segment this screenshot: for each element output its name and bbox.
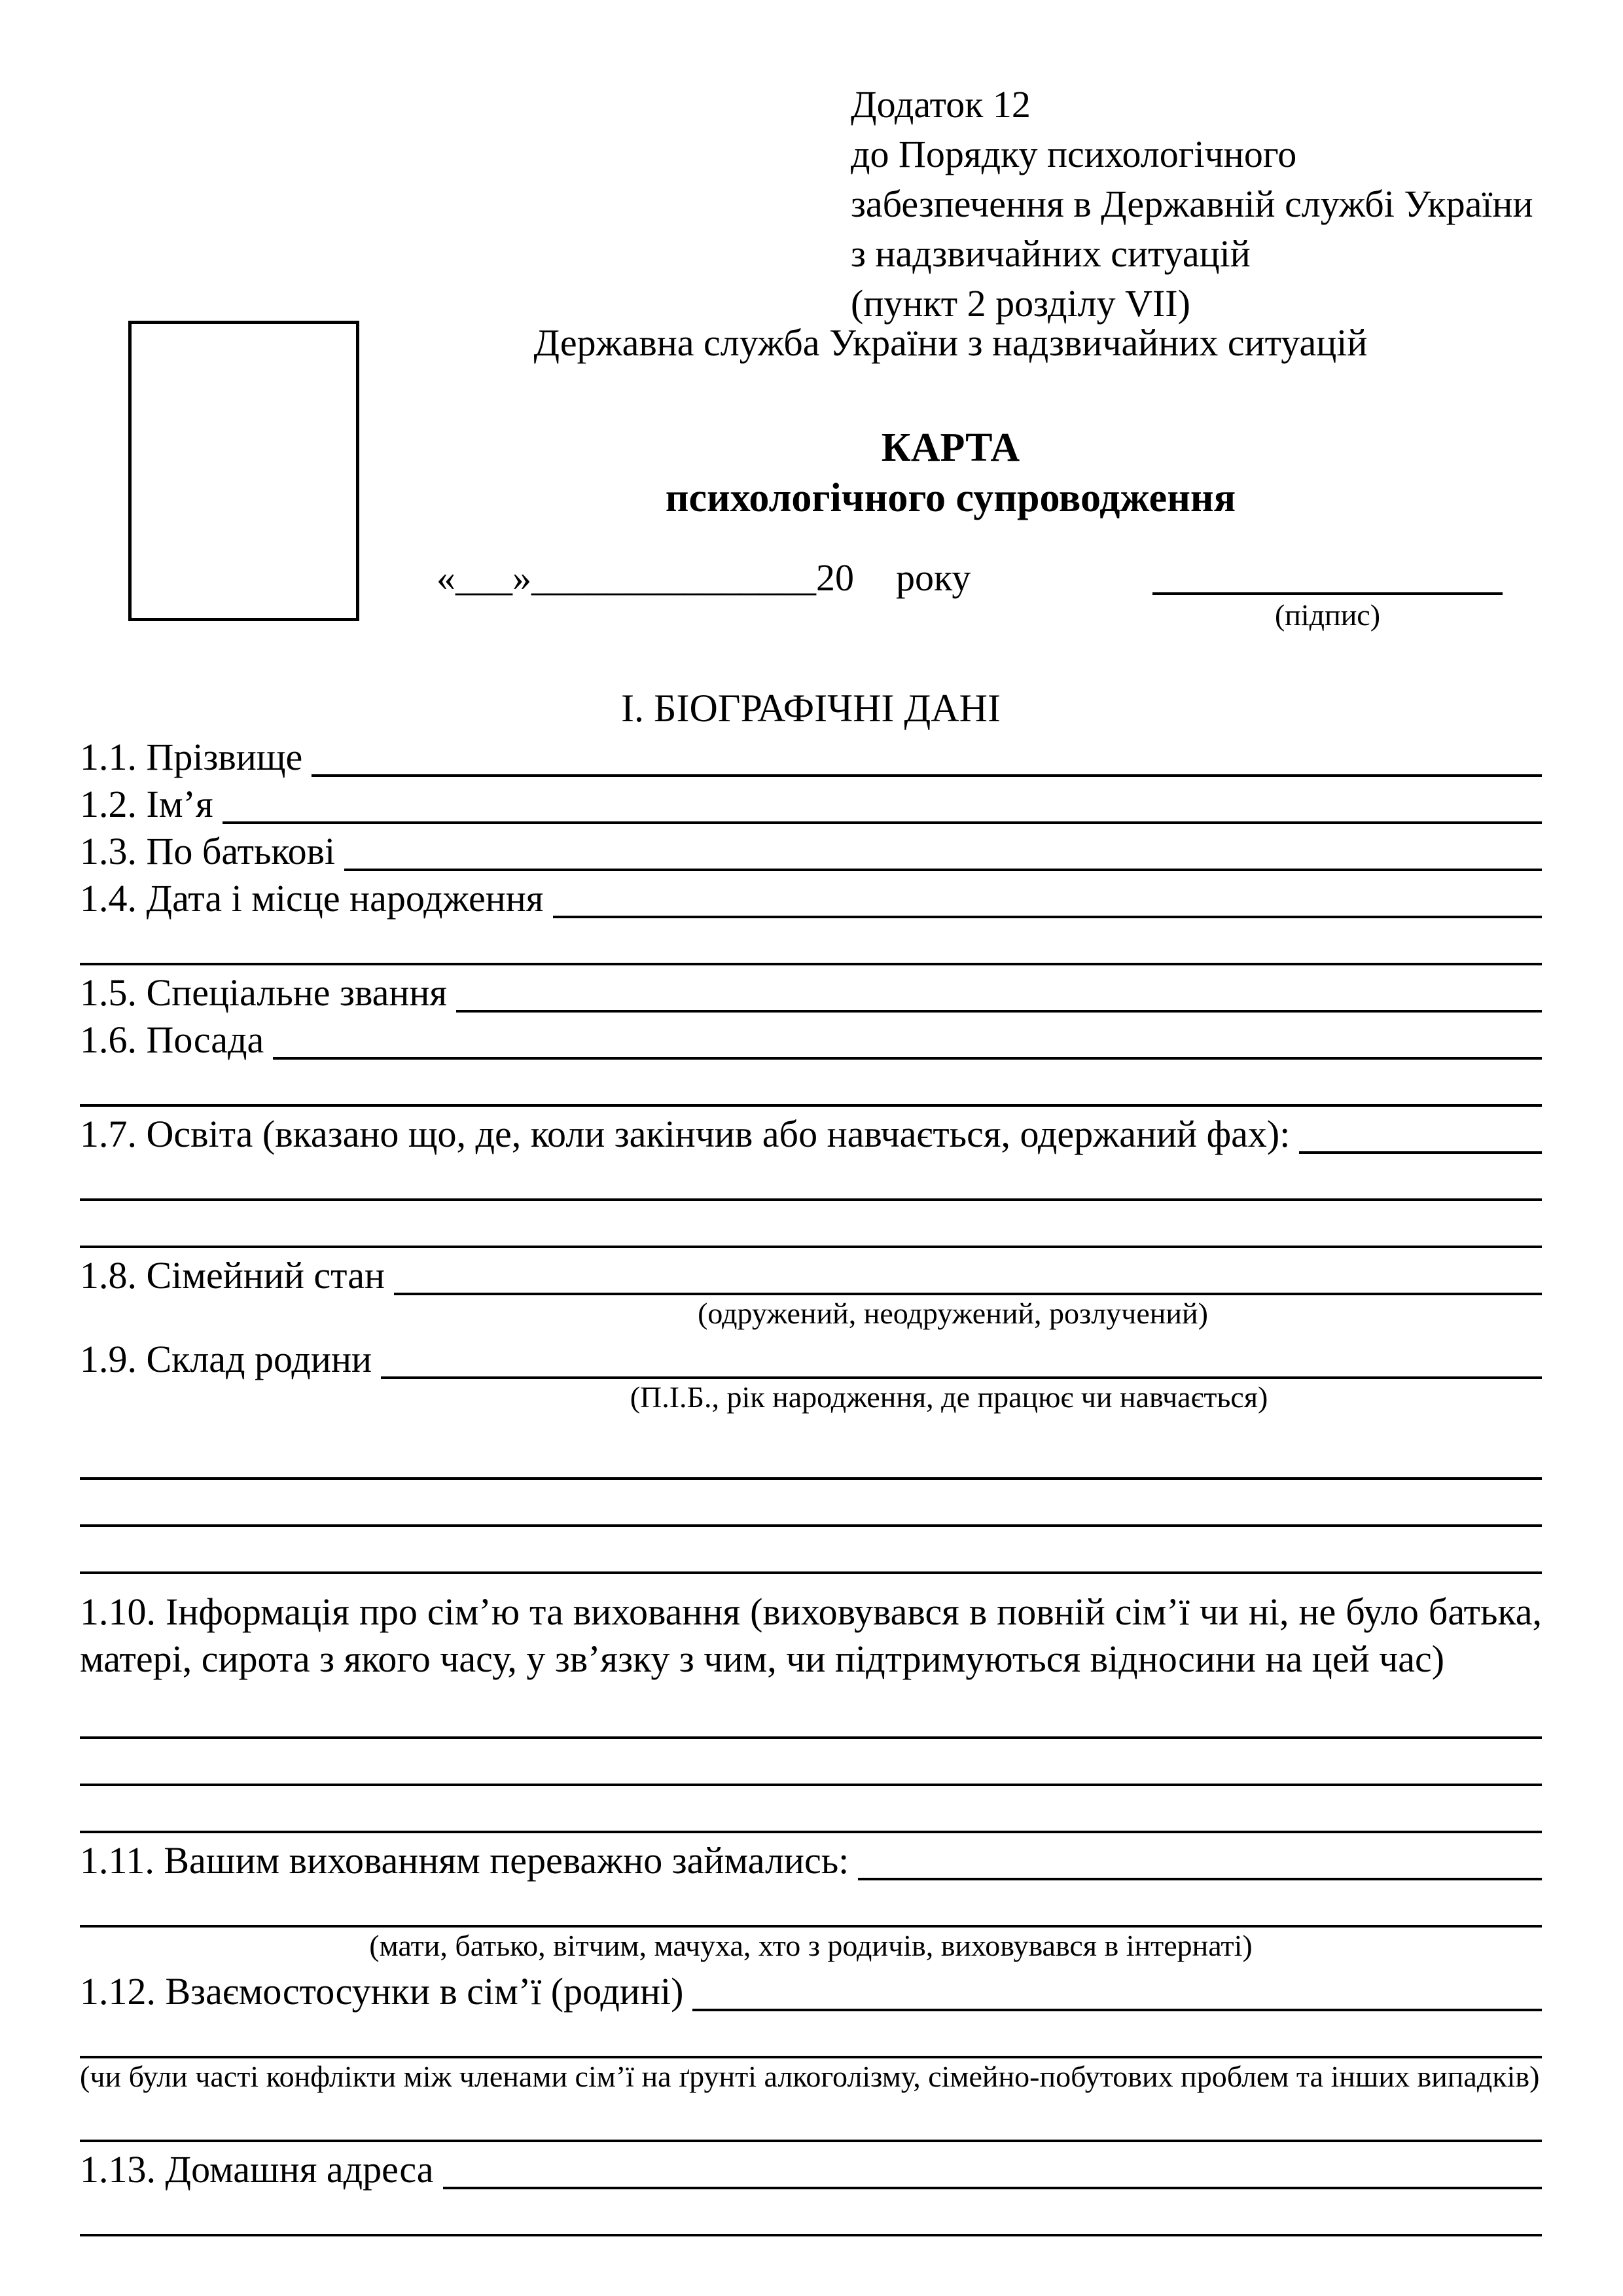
- field-row-1-4: [80, 872, 1542, 920]
- document-title: КАРТА: [881, 425, 1020, 470]
- fill-line: [443, 2187, 1542, 2189]
- section-title: І. БІОГРАФІЧНІ ДАНІ: [621, 687, 1001, 730]
- fill-line: [273, 1057, 1542, 1060]
- field-row-1-1: [80, 731, 1542, 778]
- photo-box: [128, 321, 359, 621]
- fill-line: [80, 1524, 1542, 1527]
- fill-line: [80, 2140, 1542, 2142]
- date-signature-row: [359, 556, 1542, 633]
- fill-line: [80, 1925, 1542, 1928]
- fill-line: [80, 1246, 1542, 1248]
- appendix-note: [851, 80, 1542, 329]
- appendix-line: забезпечення в Державній службі України: [851, 183, 1533, 225]
- title-block: [80, 321, 1542, 633]
- field-label: 1.3. По батькові: [80, 830, 336, 872]
- field-caption: (одружений, неодружений, розлучений): [698, 1297, 1208, 1330]
- field-caption: (П.І.Б., рік народження, де працює чи навчається): [630, 1380, 1268, 1414]
- date-blank: «___»_______________20: [437, 556, 854, 599]
- appendix-line: (пункт 2 розділу VII): [851, 282, 1190, 325]
- appendix-line: до Порядку психологічного: [851, 133, 1297, 175]
- signature-block: [1152, 556, 1503, 633]
- blank-line: [80, 2096, 1542, 2144]
- fill-line: [80, 1104, 1542, 1107]
- document-subtitle: психологічного супроводження: [665, 476, 1236, 520]
- field-label: 1.5. Спеціальне звання: [80, 971, 448, 1014]
- field-label: 1.1. Прізвище: [80, 736, 303, 778]
- field-row-1-13: [80, 2144, 1542, 2191]
- field-label: 1.2. Ім’я: [80, 783, 213, 825]
- blank-line: [80, 1481, 1542, 1528]
- year-word: року: [896, 556, 971, 599]
- field-row-1-5: [80, 967, 1542, 1014]
- blank-line: [80, 1693, 1542, 1740]
- field-label: 1.13. Домашня адреса: [80, 2148, 434, 2191]
- field-row-1-8: [80, 1249, 1542, 1297]
- fill-line: [80, 1784, 1542, 1786]
- field-label: 1.9. Склад родини: [80, 1338, 372, 1380]
- signature-line: [1152, 556, 1503, 595]
- fill-line: [80, 1571, 1542, 1574]
- blank-line: [80, 2013, 1542, 2060]
- field-row-1-3: [80, 825, 1542, 872]
- field-caption: (чи були часті конфлікти між членами сім’ї на ґрунті алкоголізму, сімейно-побутових проблем та інших випадків): [80, 2060, 1540, 2093]
- fill-line: [394, 1293, 1542, 1295]
- blank-line: [80, 2191, 1542, 2238]
- field-label: 1.8. Сімейний стан: [80, 1254, 385, 1297]
- fill-line: [381, 1376, 1542, 1379]
- fill-line: [223, 821, 1542, 824]
- fill-line: [80, 1831, 1542, 1833]
- fill-line: [80, 1736, 1542, 1739]
- blank-line: [80, 920, 1542, 967]
- field-row-1-10: 1.10. Інформація про сім’ю та виховання (виховувався в повній сім’ї чи ні, не було батька, матері, сирота з якого часу, у зв’язку з чим, чи підтримуються відносини на цей час): [80, 1590, 1542, 1680]
- fill-line: [553, 916, 1543, 918]
- field-row-1-6: [80, 1014, 1542, 1061]
- fill-line: [692, 2009, 1542, 2011]
- title-column: [359, 321, 1542, 633]
- field-row-1-12: [80, 1965, 1542, 2013]
- fill-line: [1299, 1151, 1542, 1154]
- field-row-1-2: [80, 778, 1542, 825]
- field-row-1-11: [80, 1835, 1542, 1882]
- agency-name: Державна служба України з надзвичайних ситуацій: [533, 321, 1368, 364]
- field-caption: (мати, батько, вітчим, мачуха, хто з родичів, виховувався в інтернаті): [369, 1929, 1253, 1962]
- appendix-line: Додаток 12: [851, 83, 1031, 126]
- fill-line: [80, 1477, 1542, 1480]
- fill-line: [80, 2056, 1542, 2058]
- field-label: 1.12. Взаємостосунки в сім’ї (родині): [80, 1970, 684, 2013]
- fill-line: [80, 2234, 1542, 2236]
- field-row-1-7: [80, 1108, 1542, 1155]
- fill-line: [858, 1878, 1542, 1880]
- blank-line: [80, 1528, 1542, 1575]
- field-label: 1.4. Дата і місце народження: [80, 877, 544, 920]
- fill-line: [80, 1198, 1542, 1201]
- blank-line: [80, 1434, 1542, 1481]
- field-label: 1.11. Вашим вихованням переважно займались:: [80, 1839, 849, 1882]
- fill-line: [80, 963, 1542, 965]
- field-label: 1.6. Посада: [80, 1018, 264, 1061]
- fill-line: [344, 869, 1542, 871]
- fill-line: [456, 1010, 1542, 1013]
- blank-line: [80, 1787, 1542, 1835]
- signature-caption: (підпис): [1274, 598, 1381, 632]
- spacer: [80, 1417, 1542, 1434]
- field-label: 1.7. Освіта (вказано що, де, коли закінчив або навчається, одержаний фах):: [80, 1113, 1291, 1155]
- appendix-line: з надзвичайних ситуацій: [851, 232, 1251, 275]
- blank-line: [80, 1882, 1542, 1929]
- blank-line: [80, 1740, 1542, 1787]
- fill-line: [312, 774, 1542, 777]
- blank-line: [80, 1155, 1542, 1202]
- field-row-1-9: [80, 1333, 1542, 1380]
- blank-line: [80, 1202, 1542, 1249]
- blank-line: [80, 1061, 1542, 1108]
